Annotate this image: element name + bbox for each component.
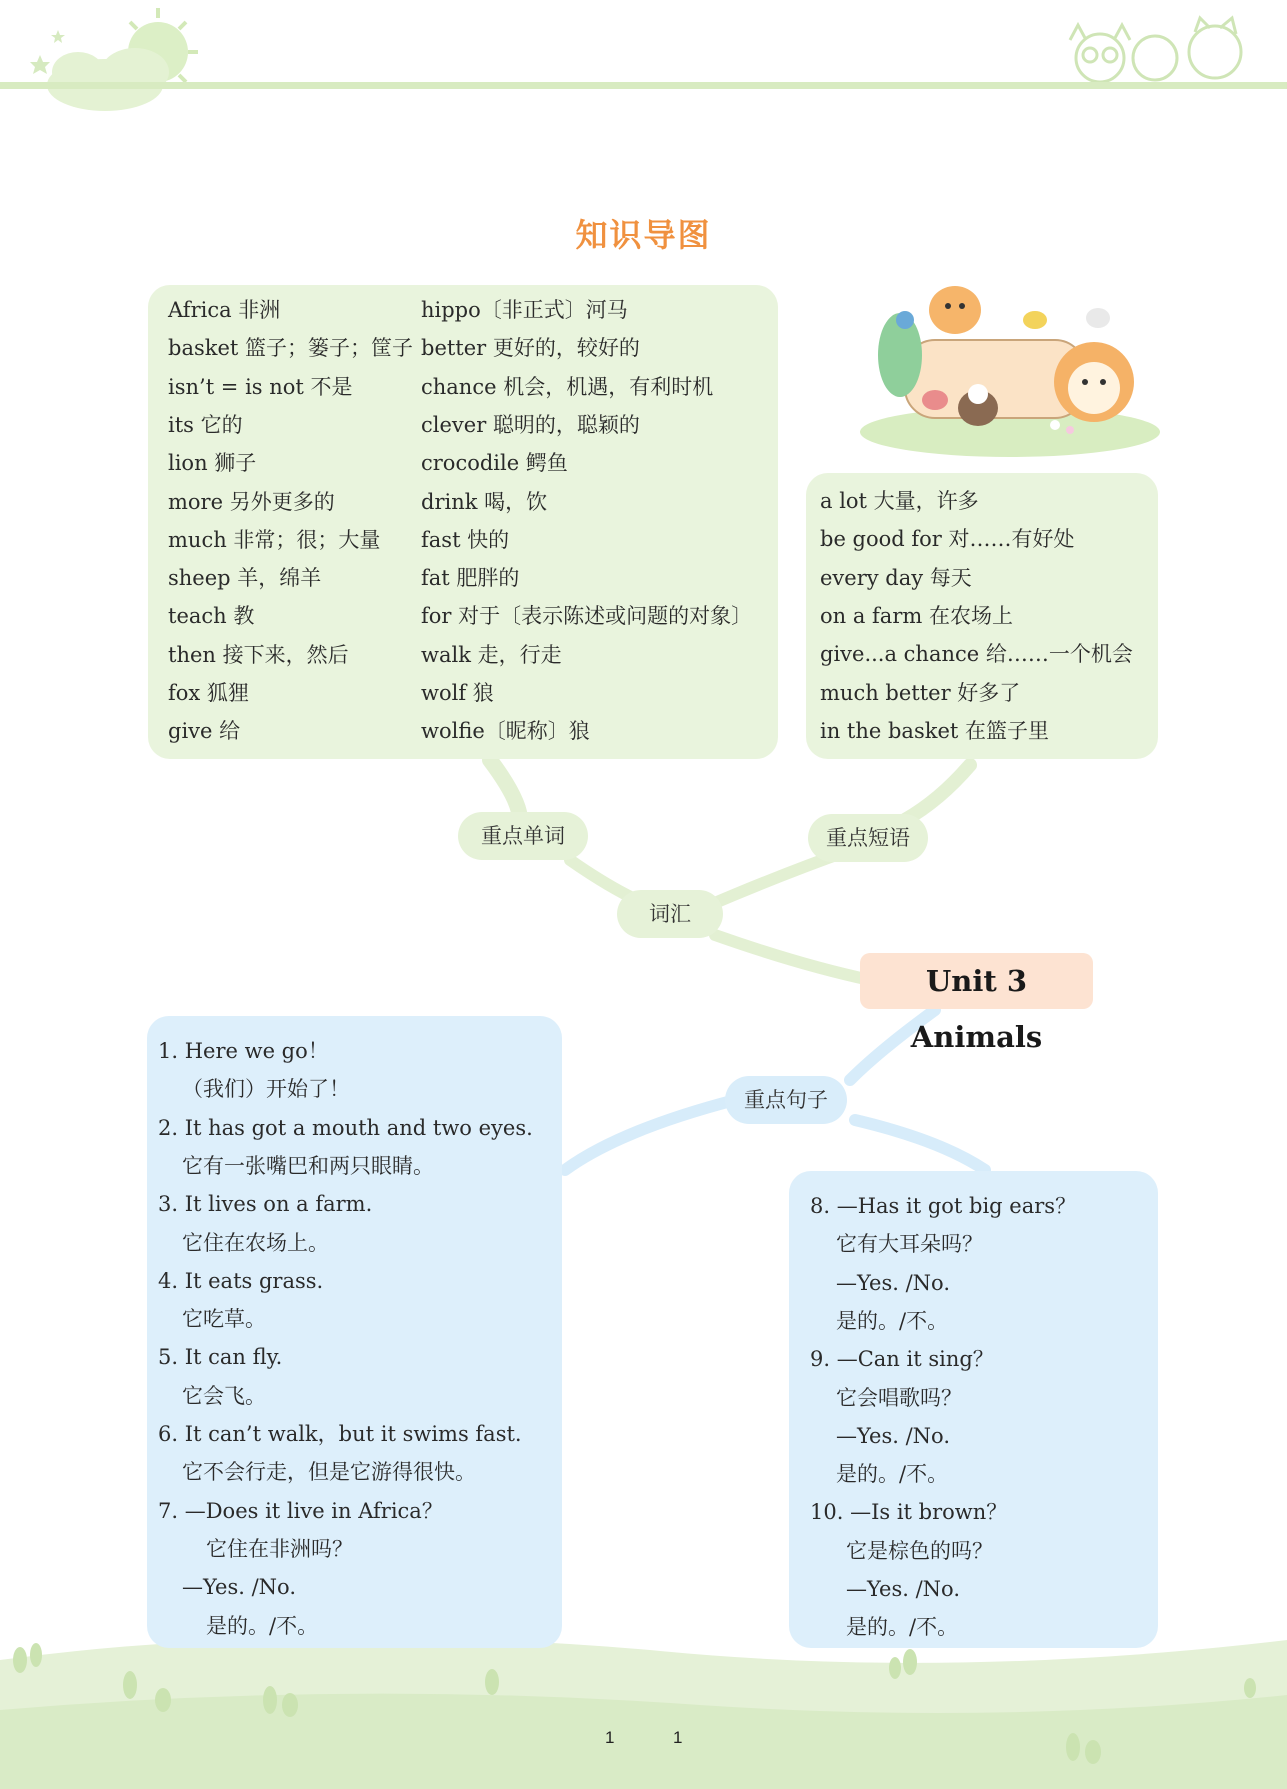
text-row: 5. It can fly. bbox=[158, 1345, 283, 1370]
text-row: 它是棕色的吗？ bbox=[846, 1538, 993, 1563]
key-sentences-node: 重点句子 bbox=[725, 1076, 847, 1124]
header-line bbox=[0, 82, 1287, 89]
text-row: 它有大耳朵吗？ bbox=[836, 1232, 983, 1257]
text-row: teach 教 bbox=[168, 604, 255, 629]
vocab-node: 词汇 bbox=[617, 890, 723, 938]
text-row: 它不会行走，但是它游得很快。 bbox=[182, 1460, 476, 1485]
text-row: 是的。/不。 bbox=[206, 1613, 319, 1638]
page-title: 知识导图 bbox=[575, 216, 712, 254]
text-row: 它会飞。 bbox=[182, 1383, 266, 1408]
text-row: 4. It eats grass. bbox=[158, 1268, 324, 1293]
text-row: drink 喝，饮 bbox=[421, 489, 548, 514]
hills-background bbox=[0, 1637, 1287, 1789]
text-row: 10. —Is it brown？ bbox=[810, 1500, 1008, 1525]
text-row: —Yes. /No. bbox=[836, 1270, 950, 1295]
text-row: 它住在非洲吗？ bbox=[206, 1536, 353, 1561]
text-row: 3. It lives on a farm. bbox=[158, 1192, 373, 1217]
text-row: hippo〔非正式〕河马 bbox=[421, 298, 628, 322]
page-number-left: 1 bbox=[605, 1728, 615, 1747]
text-row: much 非常；很；大量 bbox=[168, 527, 381, 552]
text-row: 它吃草。 bbox=[182, 1307, 266, 1332]
text-row: 它有一张嘴巴和两只眼睛。 bbox=[182, 1153, 434, 1178]
text-row: 7. —Does it live in Africa？ bbox=[158, 1498, 443, 1523]
text-row: a lot 大量，许多 bbox=[820, 489, 979, 513]
text-row: clever 聪明的，聪颖的 bbox=[421, 412, 640, 437]
text-row: on a farm 在农场上 bbox=[820, 603, 1013, 628]
text-row: basket 篮子；篓子；筐子 bbox=[168, 336, 414, 361]
text-row: its 它的 bbox=[168, 412, 243, 437]
text-row: 9. —Can it sing？ bbox=[810, 1347, 994, 1372]
sun-cloud-icon bbox=[30, 8, 198, 111]
text-row: Africa 非洲 bbox=[168, 298, 281, 322]
key-words-node: 重点单词 bbox=[458, 812, 588, 860]
text-row: more 另外更多的 bbox=[168, 489, 335, 514]
text-row: isn’t = is not 不是 bbox=[168, 374, 353, 399]
text-row: every day 每天 bbox=[820, 565, 972, 590]
text-row: give...a chance 给……一个机会 bbox=[820, 642, 1133, 667]
unit-title: Unit 3 Animals bbox=[860, 953, 1093, 1009]
text-row: （我们）开始了！ bbox=[182, 1077, 350, 1102]
text-row: for 对于〔表示陈述或问题的对象〕 bbox=[421, 604, 753, 629]
text-row: sheep 羊，绵羊 bbox=[168, 566, 322, 591]
text-row: be good for 对……有好处 bbox=[820, 527, 1075, 552]
text-row: chance 机会，机遇，有利时机 bbox=[421, 374, 714, 399]
text-row: walk 走，行走 bbox=[421, 642, 562, 667]
text-row: fast 快的 bbox=[421, 527, 510, 552]
text-row: 8. —Has it got big ears？ bbox=[810, 1194, 1077, 1218]
text-row: 2. It has got a mouth and two eyes. bbox=[158, 1115, 533, 1140]
text-row: 是的。/不。 bbox=[836, 1308, 949, 1333]
text-row: —Yes. /No. bbox=[836, 1423, 950, 1448]
text-row: 它会唱歌吗？ bbox=[836, 1385, 962, 1410]
text-row: 6. It can’t walk，but it swims fast. bbox=[158, 1422, 522, 1446]
animals-illustration-icon bbox=[860, 286, 1160, 457]
text-row: wolfie〔昵称〕狼 bbox=[421, 719, 590, 744]
text-row: much better 好多了 bbox=[820, 680, 1021, 705]
text-row: 是的。/不。 bbox=[846, 1615, 959, 1640]
text-row: in the basket 在篮子里 bbox=[820, 718, 1049, 743]
text-row: fox 狐狸 bbox=[168, 681, 249, 705]
text-row: lion 狮子 bbox=[168, 451, 257, 476]
text-row: 是的。/不。 bbox=[836, 1462, 949, 1487]
text-row: 1. Here we go！ bbox=[158, 1039, 329, 1063]
text-row: give 给 bbox=[168, 719, 241, 744]
text-row: 它住在农场上。 bbox=[182, 1230, 329, 1255]
animal-faces-icon bbox=[1070, 18, 1241, 82]
text-row: crocodile 鳄鱼 bbox=[421, 451, 568, 476]
text-row: —Yes. /No. bbox=[182, 1575, 296, 1600]
page-number-right: 1 bbox=[673, 1728, 683, 1747]
text-row: then 接下来，然后 bbox=[168, 642, 349, 667]
text-row: —Yes. /No. bbox=[846, 1577, 960, 1601]
text-row: fat 肥胖的 bbox=[421, 566, 520, 591]
text-row: wolf 狼 bbox=[421, 681, 494, 705]
key-phrases-node: 重点短语 bbox=[808, 814, 928, 862]
text-row: better 更好的，较好的 bbox=[421, 336, 640, 361]
